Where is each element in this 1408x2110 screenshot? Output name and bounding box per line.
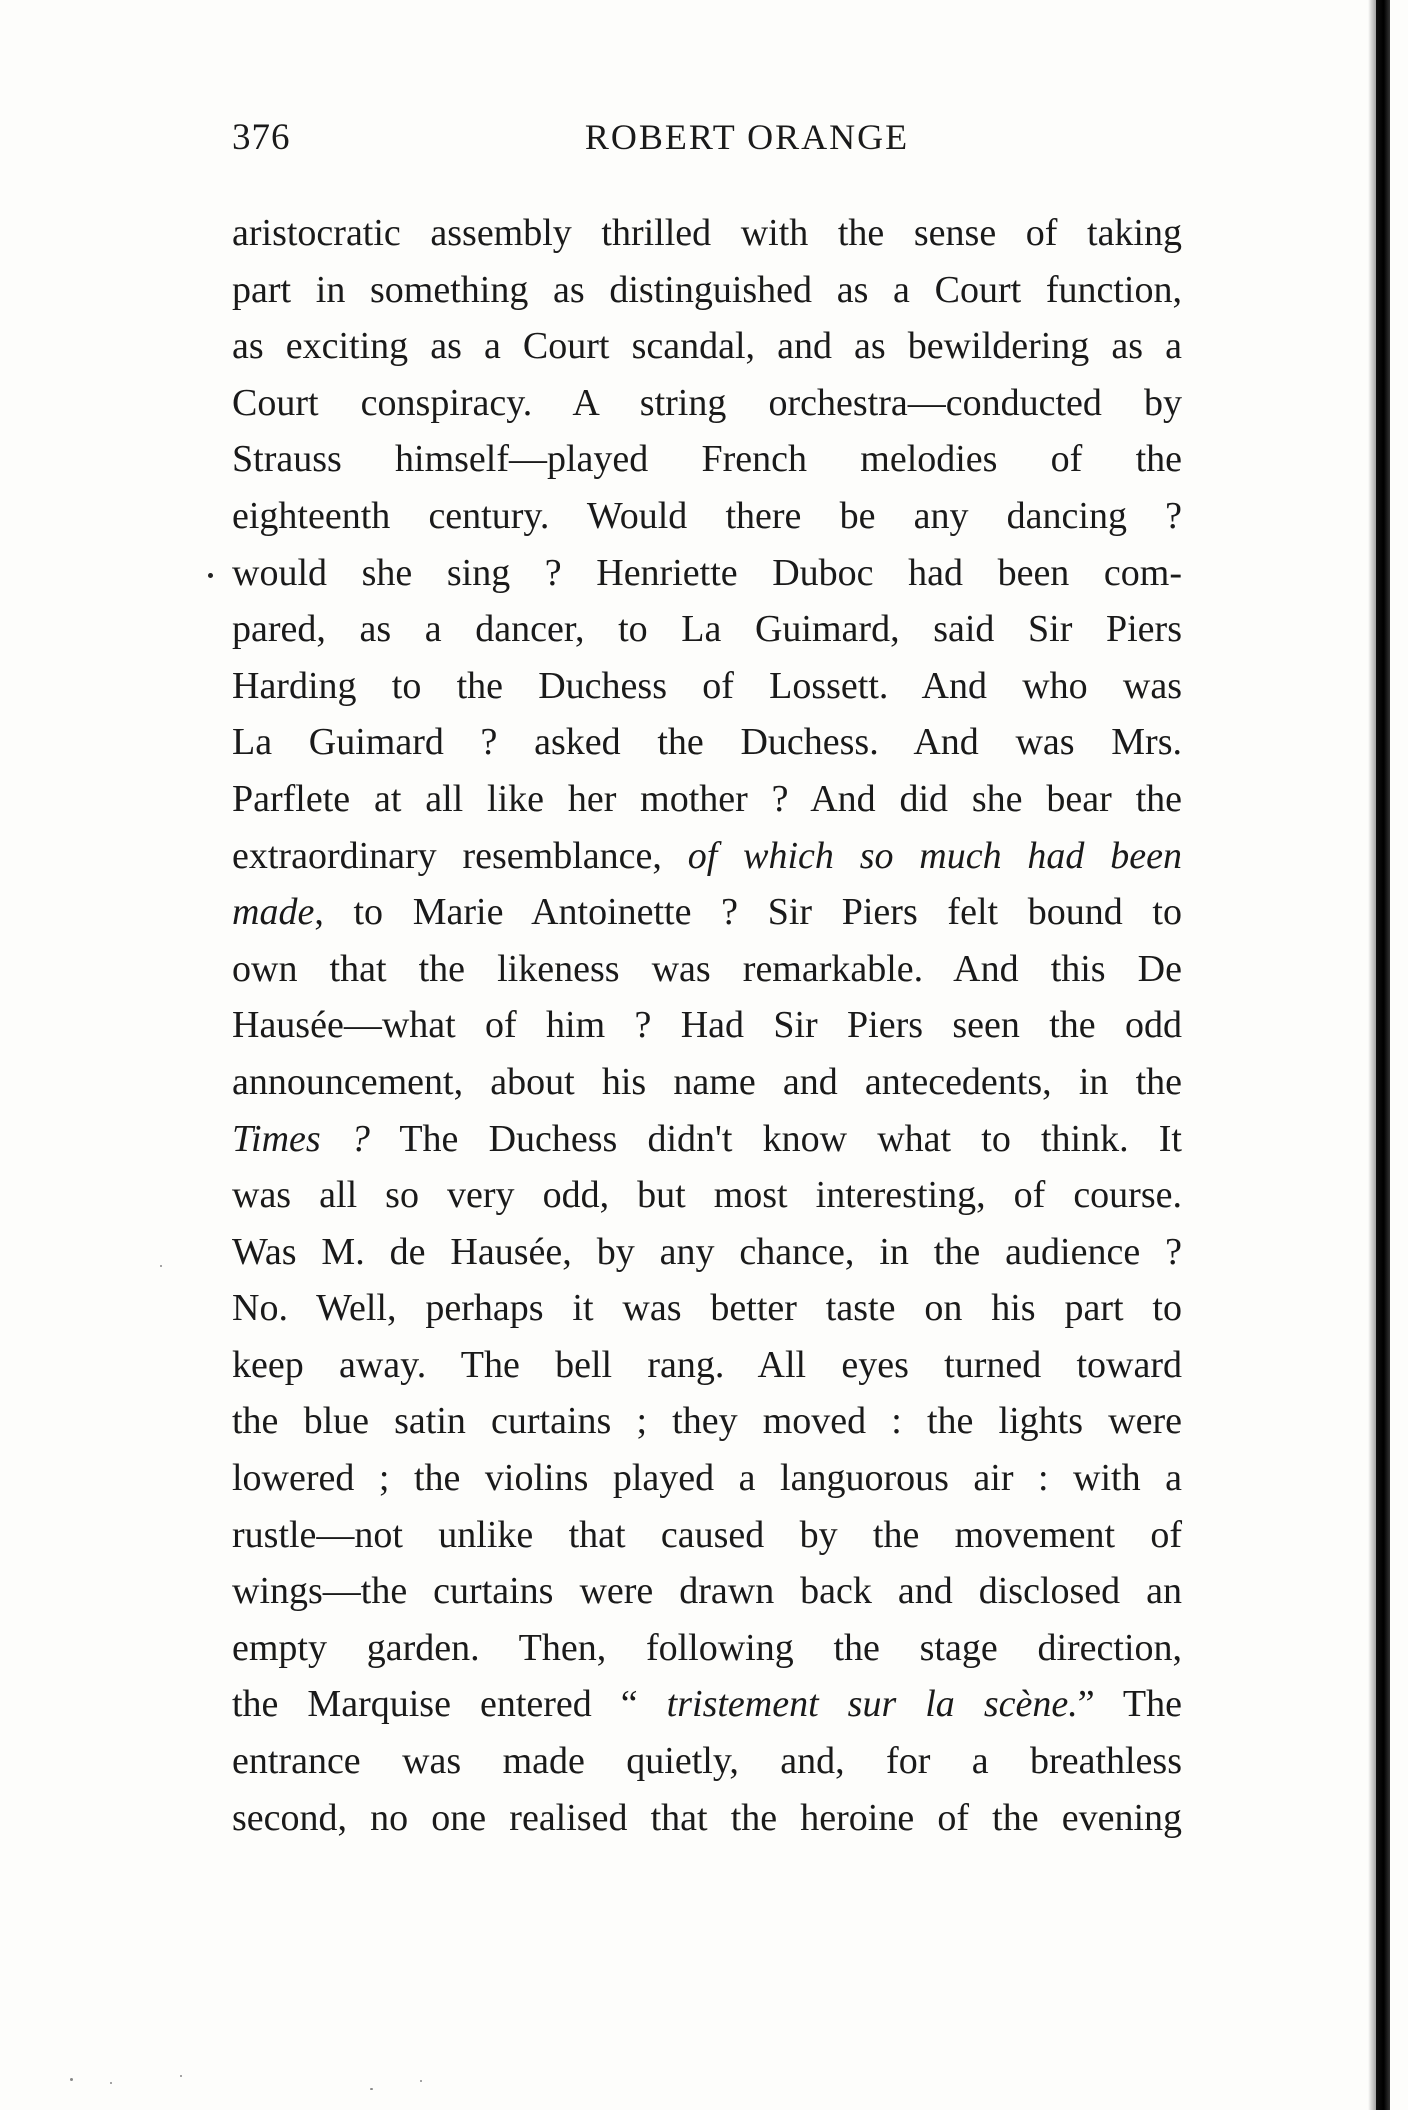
text-segment: The Duchess didn't know what to think. It <box>369 1117 1182 1160</box>
text-segment: extraordinary resemblance, <box>232 834 688 877</box>
text-line <box>232 1054 1182 1111</box>
text-segment: La Guimard ? asked the Duchess. And was Mrs. <box>232 721 1182 764</box>
body-text <box>232 205 1182 1846</box>
text-line <box>232 658 1182 715</box>
text-segment: empty garden. Then, following the stage direction, <box>232 1626 1182 1669</box>
text-segment: Was M. de Hausée, by any chance, in the audience ? <box>232 1230 1182 1273</box>
italic-text: tristement sur la scène. <box>666 1683 1078 1726</box>
text-segment: Strauss himself—played French melodies of the <box>232 438 1182 481</box>
text-line <box>232 1167 1182 1224</box>
text-segment: No. Well, perhaps it was better taste on his part to <box>232 1287 1182 1330</box>
text-line <box>232 1620 1182 1677</box>
text-line <box>232 997 1182 1054</box>
text-segment: rustle—not unlike that caused by the movement of <box>232 1513 1182 1556</box>
scan-speck <box>370 2088 373 2090</box>
text-line <box>232 1280 1182 1337</box>
text-line <box>232 1733 1182 1790</box>
page-header <box>232 116 1182 166</box>
text-segment: second, no one realised that the heroine of the evening <box>232 1796 1182 1839</box>
text-segment: entrance was made quietly, and, for a breathless <box>232 1740 1182 1783</box>
scan-speck <box>180 2075 182 2077</box>
text-segment: Parflete at all like her mother ? And did she bear the <box>232 777 1182 820</box>
text-line <box>232 262 1182 319</box>
italic-text: made <box>232 891 315 934</box>
text-line <box>232 941 1182 998</box>
text-line <box>232 828 1182 885</box>
text-line <box>232 1450 1182 1507</box>
text-line <box>232 318 1182 375</box>
text-line <box>232 1507 1182 1564</box>
text-line <box>232 1224 1182 1281</box>
text-segment: was all so very odd, but most interesting, of course. <box>232 1174 1182 1217</box>
text-line <box>232 205 1182 262</box>
scan-speck <box>160 1265 162 1267</box>
text-line <box>232 545 1182 602</box>
text-segment: announcement, about his name and antecedents, in the <box>232 1060 1182 1103</box>
text-segment: wings—the curtains were drawn back and disclosed an <box>232 1570 1182 1613</box>
italic-text: of which so much had been <box>687 834 1182 877</box>
text-segment: lowered ; the violins played a languorous air : with a <box>232 1457 1182 1500</box>
text-segment: the blue satin curtains ; they moved : the lights were <box>232 1400 1182 1443</box>
text-line <box>232 1676 1182 1733</box>
text-line <box>232 1337 1182 1394</box>
scan-speck <box>70 2078 73 2081</box>
text-segment: as exciting as a Court scandal, and as bewildering as a <box>232 325 1182 368</box>
scan-speck <box>110 2082 112 2084</box>
text-segment: would she sing ? Henriette Duboc had been com- <box>232 551 1182 594</box>
text-line <box>232 431 1182 488</box>
text-line <box>232 714 1182 771</box>
text-line <box>232 488 1182 545</box>
text-line <box>232 884 1182 941</box>
text-line <box>232 375 1182 432</box>
margin-mark <box>208 573 213 578</box>
text-segment: ” The <box>1077 1683 1182 1726</box>
text-line <box>232 1393 1182 1450</box>
text-line <box>232 771 1182 828</box>
text-segment: eighteenth century. Would there be any dancing ? <box>232 494 1182 537</box>
text-segment: pared, as a dancer, to La Guimard, said Sir Piers <box>232 608 1182 651</box>
text-segment: own that the likeness was remarkable. And this De <box>232 947 1182 990</box>
text-segment: part in something as distinguished as a Court function, <box>232 268 1182 311</box>
text-line <box>232 1563 1182 1620</box>
scan-speck <box>420 2080 422 2082</box>
text-line <box>232 1790 1182 1847</box>
italic-text: Times ? <box>232 1117 370 1160</box>
running-head: ROBERT ORANGE <box>584 117 910 157</box>
text-segment: Court conspiracy. A string orchestra—conducted by <box>232 381 1182 424</box>
text-segment: Hausée—what of him ? Had Sir Piers seen the odd <box>232 1004 1182 1047</box>
text-segment: aristocratic assembly thrilled with the sense of taking <box>232 212 1182 254</box>
page-number: 376 <box>232 117 291 158</box>
text-line <box>232 601 1182 658</box>
text-segment: , to Marie Antoinette ? Sir Piers felt bound to <box>314 891 1182 934</box>
text-segment: Harding to the Duchess of Lossett. And who was <box>232 664 1182 707</box>
binding-gutter <box>1368 0 1396 2110</box>
binding-shadow <box>1368 0 1376 2110</box>
binding-edge <box>1376 0 1390 2110</box>
text-segment: keep away. The bell rang. All eyes turned toward <box>232 1343 1182 1386</box>
text-line <box>232 1111 1182 1168</box>
text-segment: the Marquise entered “ <box>232 1683 667 1726</box>
